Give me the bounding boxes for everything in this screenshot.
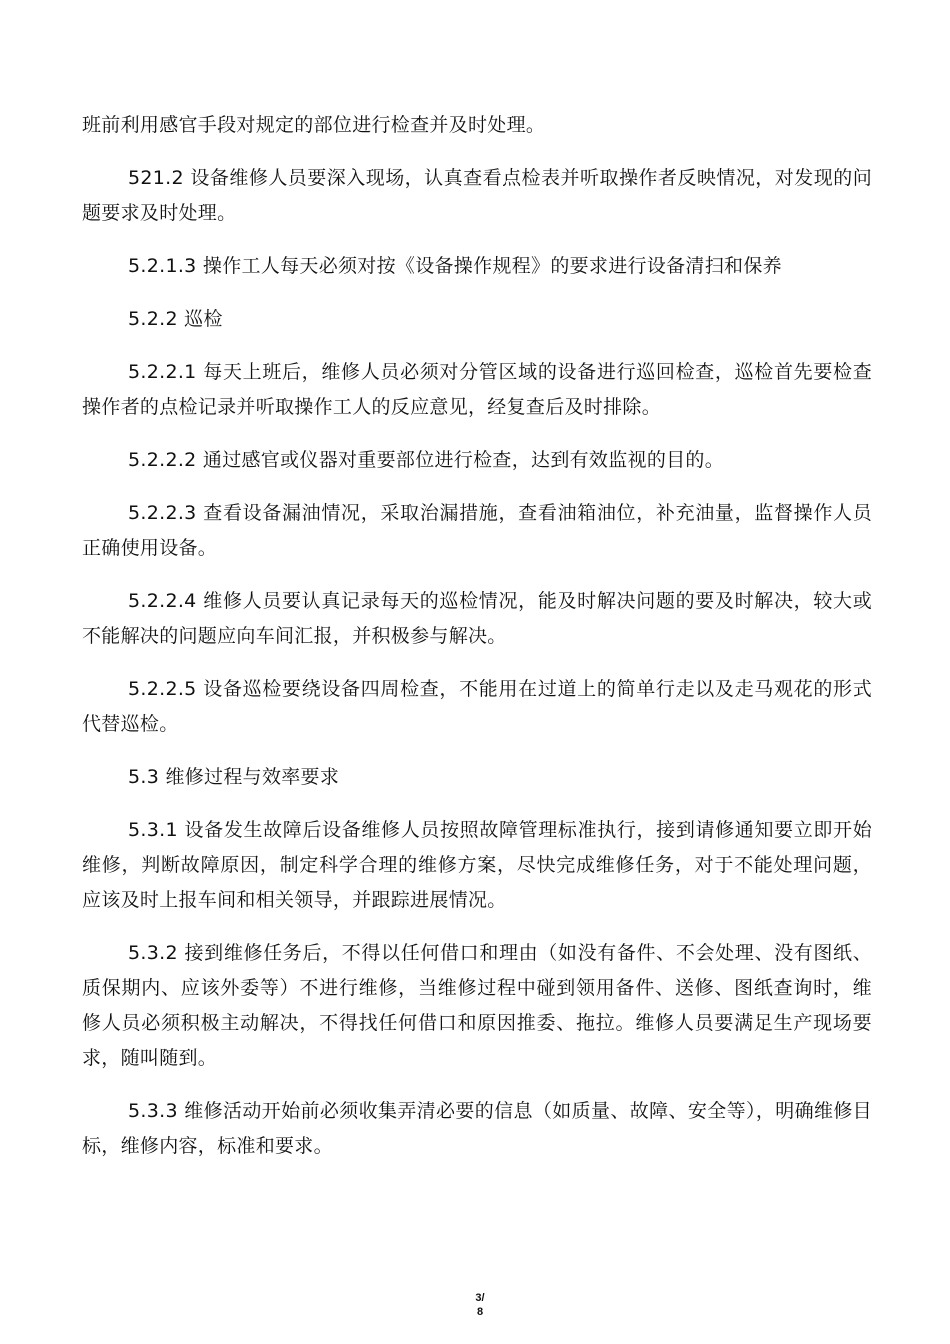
- paragraph-5-2-1-3: 5.2.1.3 操作工人每天必须对按《设备操作规程》的要求进行设备清扫和保养: [128, 255, 782, 277]
- section-heading-5-2-2: 5.2.2 巡检: [128, 308, 223, 330]
- paragraph-5-2-2-5: 5.2.2.5 设备巡检要绕设备四周检查，不能用在过道上的简单行走以及走马观花的形式代替巡检。: [82, 678, 872, 735]
- paragraph-5-2-2-3: 5.2.2.3 查看设备漏油情况，采取治漏措施，查看油箱油位，补充油量，监督操作人员正确使用设备。: [82, 502, 872, 559]
- paragraph-521-2: 521.2 设备维修人员要深入现场，认真查看点检表并听取操作者反映情况，对发现的问题要求及时处理。: [82, 167, 872, 224]
- paragraph-5-3-2: 5.3.2 接到维修任务后，不得以任何借口和理由（如没有备件、不会处理、没有图纸、质保期内、应该外委等）不进行维修，当维修过程中碰到领用备件、送修、图纸查询时，维修人员必须积极主动解决，不得找任何借口和原因推委、拖拉。维修人员要满足生产现场要求，随叫随到。: [82, 942, 872, 1069]
- section-heading-5-3: 5.3 维修过程与效率要求: [128, 766, 340, 788]
- paragraph-5-3-1: 5.3.1 设备发生故障后设备维修人员按照故障管理标准执行，接到请修通知要立即开始维修，判断故障原因，制定科学合理的维修方案，尽快完成维修任务，对于不能处理问题，应该及时上报车间和相关领导，并跟踪进展情况。: [82, 819, 872, 911]
- paragraph-5-2-2-2: 5.2.2.2 通过感官或仪器对重要部位进行检查，达到有效监视的目的。: [128, 449, 725, 471]
- page-number-current: 3/: [475, 1292, 485, 1304]
- paragraph-5-3-3: 5.3.3 维修活动开始前必须收集弄清必要的信息（如质量、故障、安全等），明确维修目标，维修内容，标准和要求。: [82, 1100, 872, 1157]
- paragraph-5-2-2-1: 5.2.2.1 每天上班后，维修人员必须对分管区域的设备进行巡回检查，巡检首先要检查操作者的点检记录并听取操作工人的反应意见，经复查后及时排除。: [82, 361, 872, 418]
- page-number-total: 8: [476, 1306, 484, 1318]
- paragraph-5-2-2-4: 5.2.2.4 维修人员要认真记录每天的巡检情况，能及时解决问题的要及时解决，较大或不能解决的问题应向车间汇报，并积极参与解决。: [82, 590, 872, 647]
- document-body: [82, 108, 872, 1182]
- paragraph-continued: 班前利用感官手段对规定的部位进行检查并及时处理。: [82, 114, 546, 136]
- page-number: [465, 1291, 495, 1319]
